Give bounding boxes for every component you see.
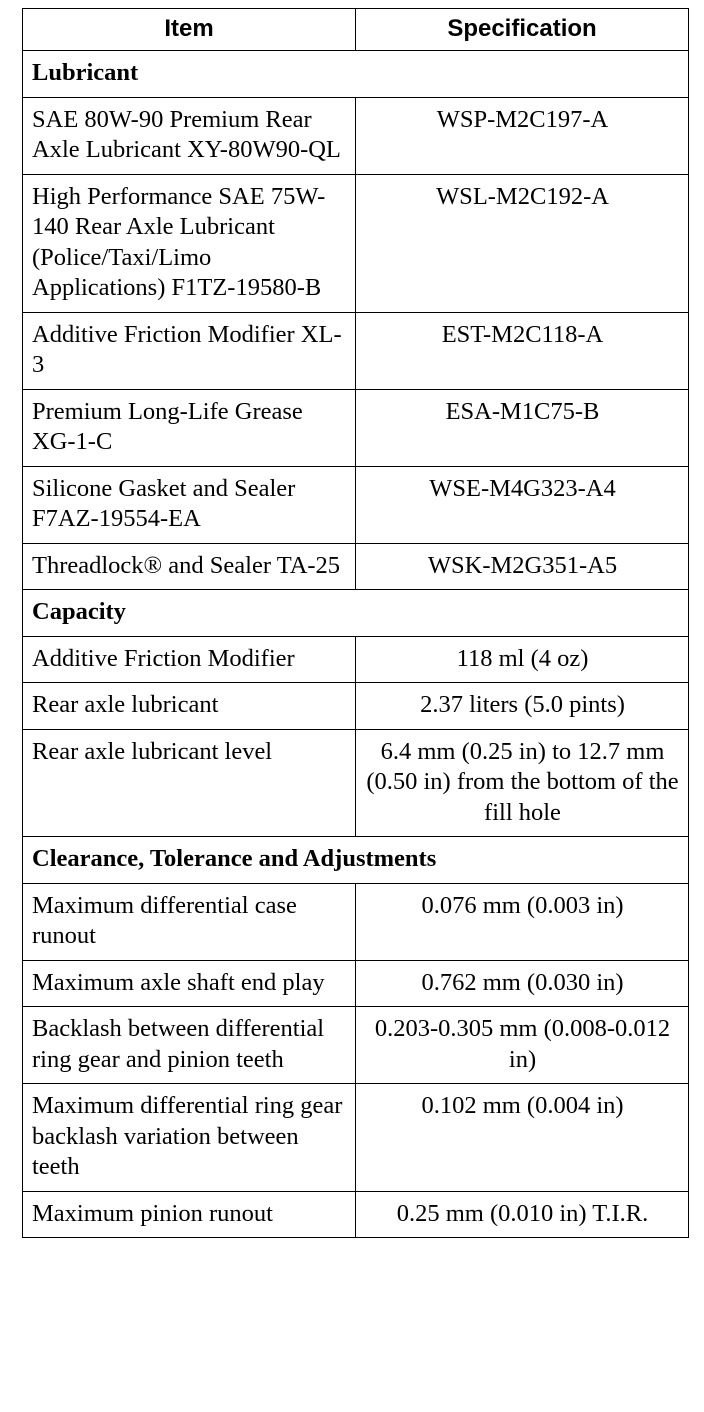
spec-cell: 0.102 mm (0.004 in): [356, 1084, 689, 1192]
spec-cell: 0.076 mm (0.003 in): [356, 883, 689, 960]
table-row: [23, 543, 689, 590]
table-row: [23, 960, 689, 1007]
item-cell: Silicone Gasket and Sealer F7AZ-19554-EA: [23, 466, 356, 543]
section-row-clearance: [23, 837, 689, 884]
spec-cell: 118 ml (4 oz): [356, 636, 689, 683]
spec-cell: 0.203-0.305 mm (0.008-0.012 in): [356, 1007, 689, 1084]
spec-cell: WSE-M4G323-A4: [356, 466, 689, 543]
table-row: [23, 729, 689, 837]
table-row: [23, 174, 689, 312]
table-row: [23, 97, 689, 174]
table-row: [23, 636, 689, 683]
header-item: Item: [23, 9, 356, 51]
item-cell: Maximum differential ring gear backlash variation between teeth: [23, 1084, 356, 1192]
section-title: Capacity: [23, 590, 689, 637]
item-cell: Rear axle lubricant: [23, 683, 356, 730]
spec-cell: 6.4 mm (0.25 in) to 12.7 mm (0.50 in) from the bottom of the fill hole: [356, 729, 689, 837]
table-row: [23, 389, 689, 466]
item-cell: Premium Long-Life Grease XG-1-C: [23, 389, 356, 466]
section-title: Clearance, Tolerance and Adjustments: [23, 837, 689, 884]
table-row: [23, 1191, 689, 1238]
item-cell: Backlash between differential ring gear and pinion teeth: [23, 1007, 356, 1084]
table-row: [23, 1007, 689, 1084]
item-cell: Rear axle lubricant level: [23, 729, 356, 837]
item-cell: Maximum axle shaft end play: [23, 960, 356, 1007]
item-cell: Maximum pinion runout: [23, 1191, 356, 1238]
table-row: [23, 683, 689, 730]
spec-cell: 0.762 mm (0.030 in): [356, 960, 689, 1007]
spec-cell: WSL-M2C192-A: [356, 174, 689, 312]
spec-cell: ESA-M1C75-B: [356, 389, 689, 466]
section-row-lubricant: [23, 51, 689, 98]
spec-cell: 2.37 liters (5.0 pints): [356, 683, 689, 730]
item-cell: Maximum differential case runout: [23, 883, 356, 960]
specification-table: [22, 8, 689, 1238]
spec-cell: WSK-M2G351-A5: [356, 543, 689, 590]
item-cell: SAE 80W-90 Premium Rear Axle Lubricant XY-80W90-QL: [23, 97, 356, 174]
spec-cell: WSP-M2C197-A: [356, 97, 689, 174]
section-title: Lubricant: [23, 51, 689, 98]
header-row: [23, 9, 689, 51]
table-row: [23, 312, 689, 389]
item-cell: Threadlock® and Sealer TA-25: [23, 543, 356, 590]
item-cell: Additive Friction Modifier: [23, 636, 356, 683]
table-row: [23, 1084, 689, 1192]
item-cell: Additive Friction Modifier XL-3: [23, 312, 356, 389]
item-cell: High Performance SAE 75W-140 Rear Axle Lubricant (Police/Taxi/Limo Applications) F1TZ-19580-B: [23, 174, 356, 312]
section-row-capacity: [23, 590, 689, 637]
spec-cell: 0.25 mm (0.010 in) T.I.R.: [356, 1191, 689, 1238]
table-row: [23, 883, 689, 960]
table-row: [23, 466, 689, 543]
header-specification: Specification: [356, 9, 689, 51]
spec-cell: EST-M2C118-A: [356, 312, 689, 389]
